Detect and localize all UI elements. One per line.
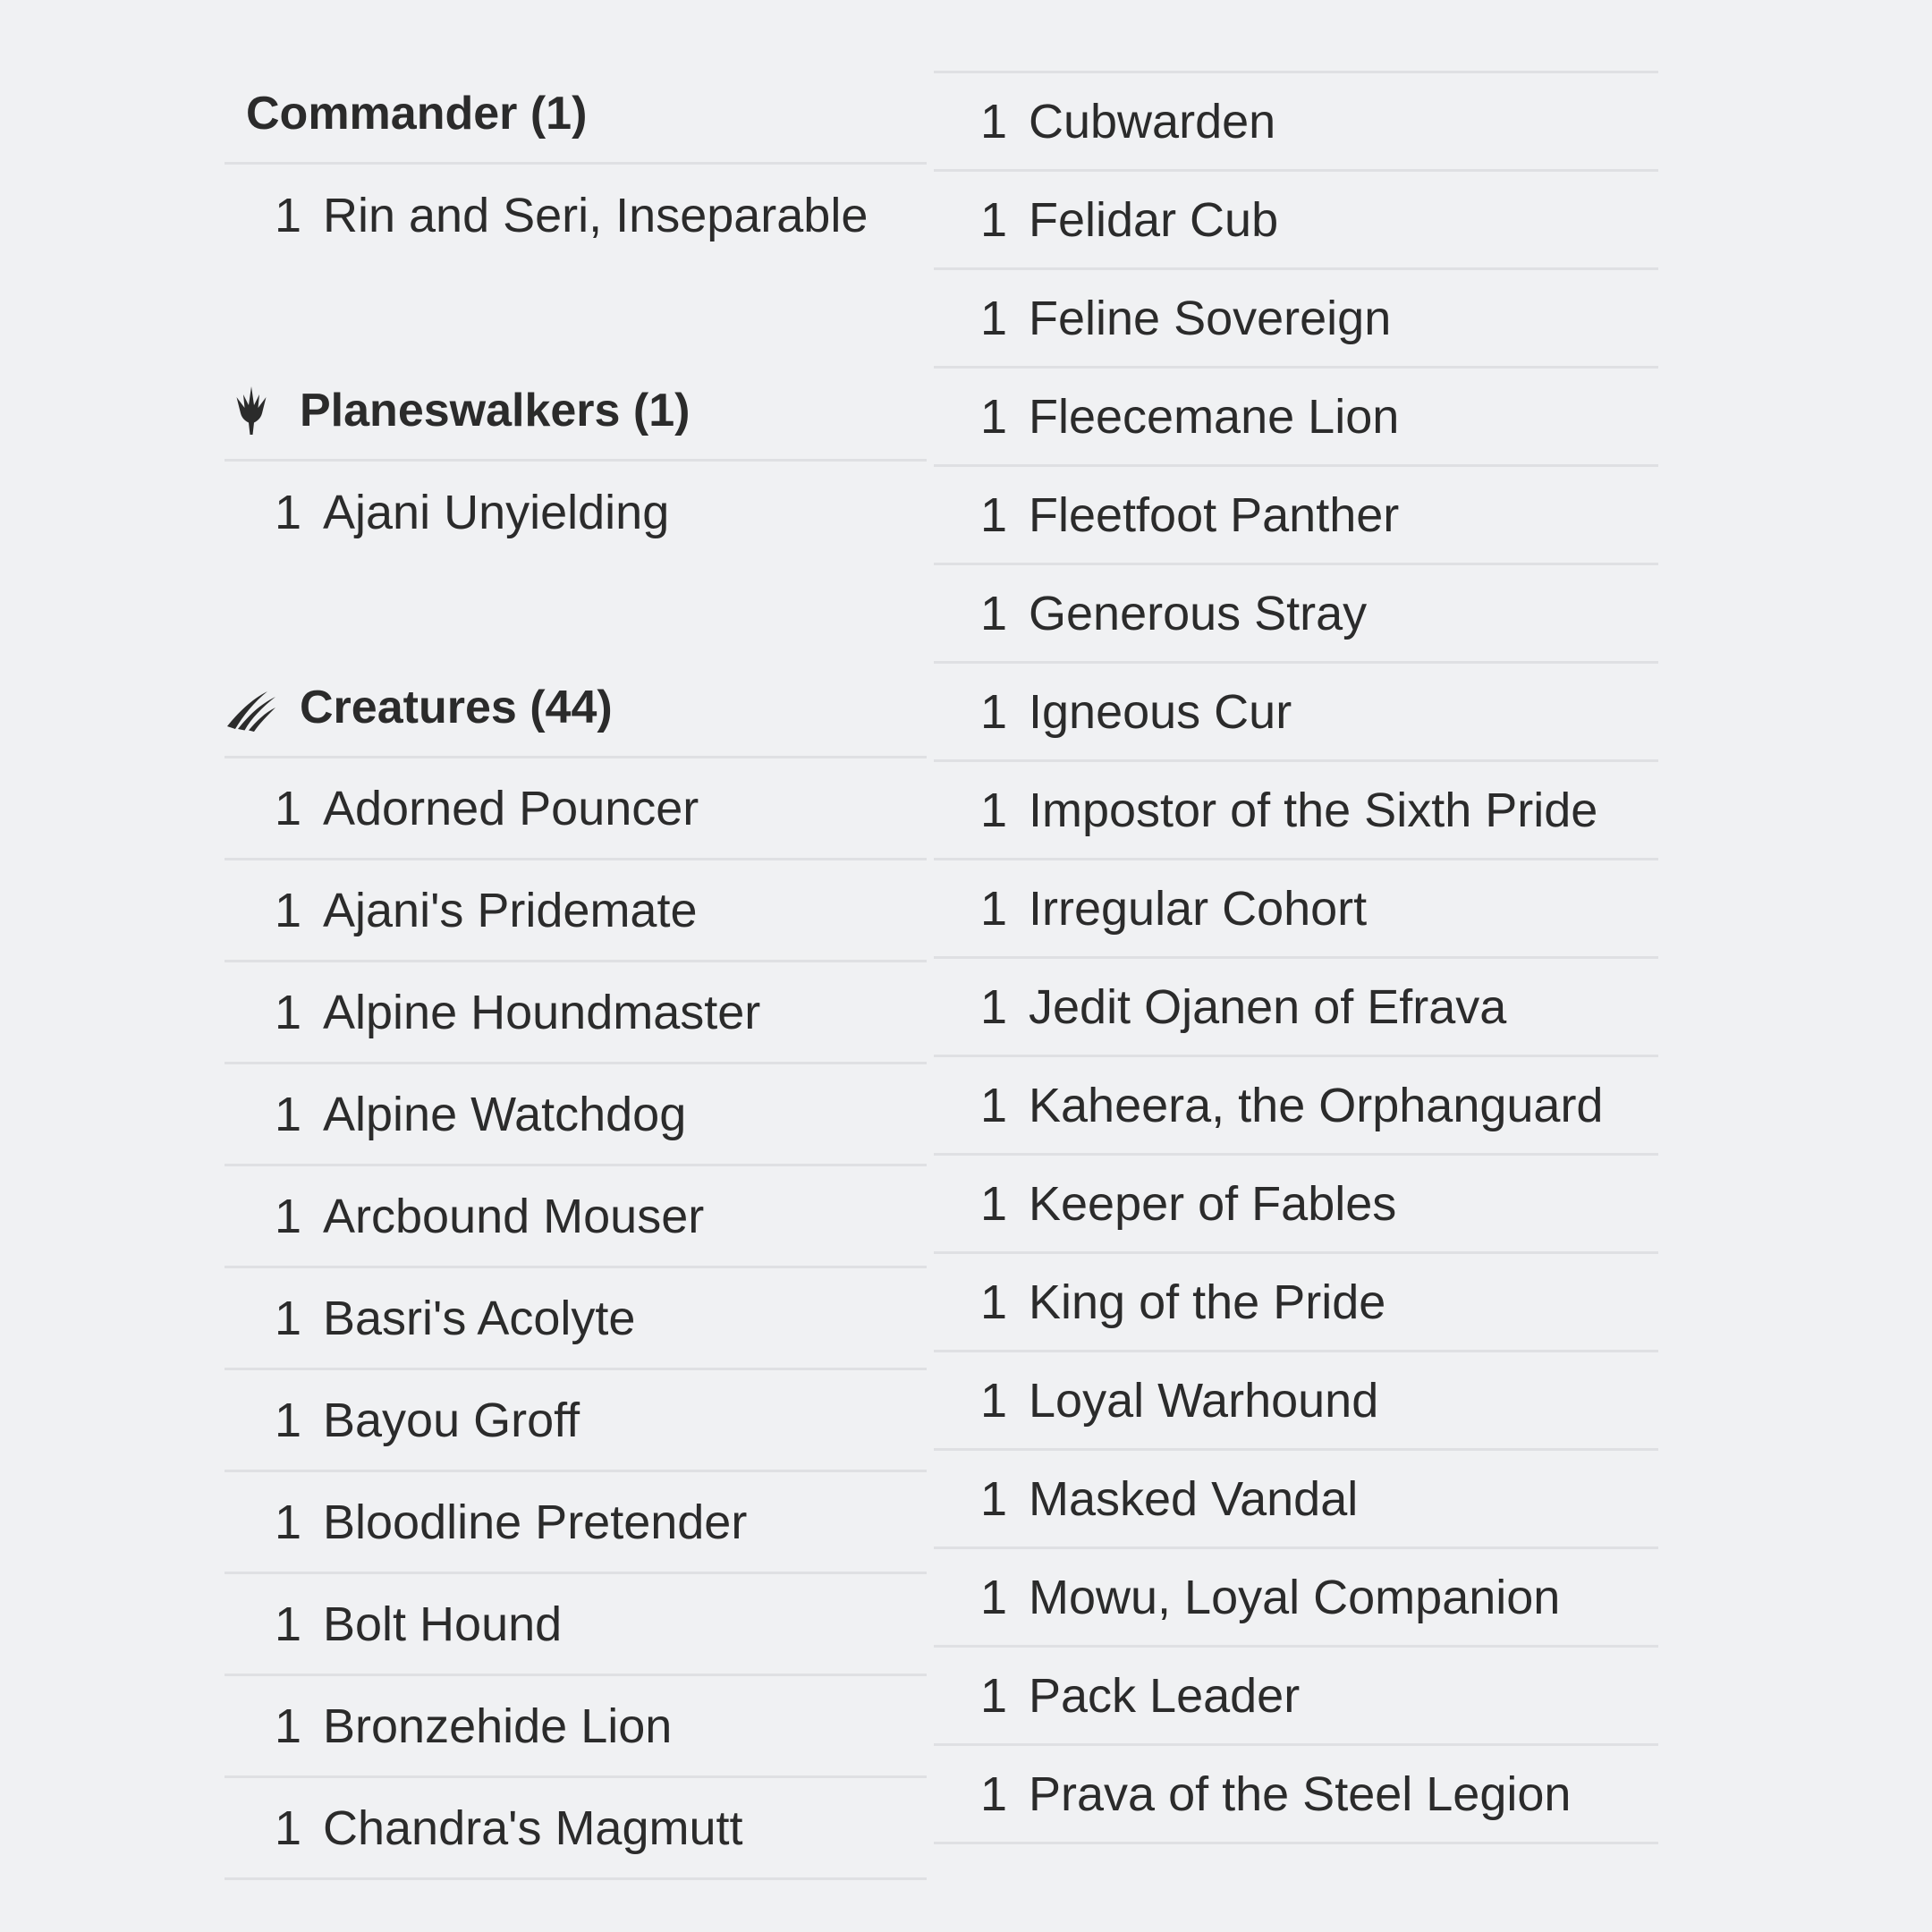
card-quantity: 1 bbox=[980, 1767, 1008, 1821]
card-quantity: 1 bbox=[275, 1189, 302, 1243]
card-row[interactable] bbox=[934, 565, 1658, 664]
card-row[interactable] bbox=[934, 73, 1658, 172]
card-row[interactable] bbox=[225, 165, 927, 267]
commander-header-label: Commander (1) bbox=[246, 87, 588, 140]
card-row[interactable] bbox=[225, 758, 927, 860]
card-quantity: 1 bbox=[980, 487, 1008, 542]
card-name[interactable]: Alpine Houndmaster bbox=[323, 985, 761, 1039]
commander-header bbox=[225, 64, 927, 165]
card-quantity: 1 bbox=[980, 1275, 1008, 1329]
card-row[interactable] bbox=[934, 1254, 1658, 1352]
card-row[interactable] bbox=[934, 1549, 1658, 1648]
card-quantity: 1 bbox=[275, 189, 302, 242]
card-quantity: 1 bbox=[980, 1373, 1008, 1428]
commander-section bbox=[225, 64, 927, 267]
creatures-header bbox=[225, 658, 927, 758]
card-row[interactable] bbox=[934, 860, 1658, 959]
card-name[interactable]: Bolt Hound bbox=[323, 1597, 563, 1651]
card-name[interactable]: Basri's Acolyte bbox=[323, 1291, 636, 1345]
card-row[interactable] bbox=[934, 664, 1658, 762]
card-row[interactable] bbox=[225, 1472, 927, 1574]
card-row[interactable] bbox=[934, 1746, 1658, 1844]
card-name[interactable]: Rin and Seri, Inseparable bbox=[323, 189, 869, 242]
card-name[interactable]: Jedit Ojanen of Efrava bbox=[1029, 979, 1507, 1034]
card-name[interactable]: Keeper of Fables bbox=[1029, 1176, 1397, 1231]
card-row[interactable] bbox=[225, 462, 927, 564]
planeswalkers-section bbox=[225, 361, 927, 564]
card-quantity: 1 bbox=[980, 881, 1008, 936]
card-quantity: 1 bbox=[275, 1801, 302, 1855]
card-name[interactable]: Arcbound Mouser bbox=[323, 1189, 705, 1243]
card-name[interactable]: Alpine Watchdog bbox=[323, 1087, 687, 1141]
card-quantity: 1 bbox=[980, 94, 1008, 148]
card-name[interactable]: Impostor of the Sixth Pride bbox=[1029, 783, 1598, 837]
card-row[interactable] bbox=[934, 270, 1658, 369]
card-quantity: 1 bbox=[980, 1471, 1008, 1526]
card-row[interactable] bbox=[225, 1778, 927, 1880]
claw-marks-icon bbox=[225, 681, 278, 734]
card-name[interactable]: Irregular Cohort bbox=[1029, 881, 1368, 936]
card-quantity: 1 bbox=[275, 1597, 302, 1651]
card-quantity: 1 bbox=[980, 783, 1008, 837]
card-quantity: 1 bbox=[980, 1570, 1008, 1624]
card-name[interactable]: Loyal Warhound bbox=[1029, 1373, 1379, 1428]
card-row[interactable] bbox=[934, 1057, 1658, 1156]
card-row[interactable] bbox=[225, 1064, 927, 1166]
card-row[interactable] bbox=[225, 1268, 927, 1370]
card-name[interactable]: Prava of the Steel Legion bbox=[1029, 1767, 1572, 1821]
card-quantity: 1 bbox=[275, 486, 302, 539]
card-name[interactable]: Cubwarden bbox=[1029, 94, 1276, 148]
card-name[interactable]: Bloodline Pretender bbox=[323, 1495, 748, 1549]
card-row[interactable] bbox=[934, 1156, 1658, 1254]
card-name[interactable]: Mowu, Loyal Companion bbox=[1029, 1570, 1561, 1624]
card-quantity: 1 bbox=[980, 291, 1008, 345]
planeswalkers-header bbox=[225, 361, 927, 462]
card-name[interactable]: Pack Leader bbox=[1029, 1668, 1301, 1723]
planeswalker-icon bbox=[225, 384, 278, 437]
card-row[interactable] bbox=[225, 1166, 927, 1268]
card-row[interactable] bbox=[225, 860, 927, 962]
card-row[interactable] bbox=[225, 1676, 927, 1778]
card-name[interactable]: Chandra's Magmutt bbox=[323, 1801, 743, 1855]
card-quantity: 1 bbox=[980, 192, 1008, 247]
card-name[interactable]: Bayou Groff bbox=[323, 1393, 580, 1447]
card-name[interactable]: Igneous Cur bbox=[1029, 684, 1292, 739]
card-row[interactable] bbox=[225, 1370, 927, 1472]
creatures-section bbox=[225, 658, 927, 1880]
card-row[interactable] bbox=[934, 959, 1658, 1057]
card-name[interactable]: Generous Stray bbox=[1029, 586, 1368, 640]
planeswalkers-header-label: Planeswalkers (1) bbox=[300, 384, 691, 436]
card-name[interactable]: Adorned Pouncer bbox=[323, 781, 699, 835]
card-name[interactable]: Bronzehide Lion bbox=[323, 1699, 673, 1753]
card-quantity: 1 bbox=[980, 1668, 1008, 1723]
creatures-header-label: Creatures (44) bbox=[300, 681, 613, 733]
card-quantity: 1 bbox=[275, 1087, 302, 1141]
card-quantity: 1 bbox=[980, 1078, 1008, 1132]
card-name[interactable]: Fleecemane Lion bbox=[1029, 389, 1400, 444]
card-quantity: 1 bbox=[275, 883, 302, 937]
creatures-list-left bbox=[225, 758, 927, 1880]
card-quantity: 1 bbox=[275, 1291, 302, 1345]
card-row[interactable] bbox=[934, 1352, 1658, 1451]
card-quantity: 1 bbox=[980, 979, 1008, 1034]
card-quantity: 1 bbox=[980, 389, 1008, 444]
card-row[interactable] bbox=[934, 762, 1658, 860]
card-quantity: 1 bbox=[275, 1699, 302, 1753]
card-name[interactable]: Feline Sovereign bbox=[1029, 291, 1392, 345]
card-row[interactable] bbox=[225, 1574, 927, 1676]
card-name[interactable]: Ajani Unyielding bbox=[323, 486, 670, 539]
card-quantity: 1 bbox=[275, 1393, 302, 1447]
card-row[interactable] bbox=[934, 467, 1658, 565]
card-name[interactable]: King of the Pride bbox=[1029, 1275, 1386, 1329]
card-quantity: 1 bbox=[980, 1176, 1008, 1231]
card-quantity: 1 bbox=[275, 1495, 302, 1549]
card-quantity: 1 bbox=[275, 985, 302, 1039]
card-row[interactable] bbox=[934, 1451, 1658, 1549]
card-row[interactable] bbox=[934, 1648, 1658, 1746]
card-name[interactable]: Fleetfoot Panther bbox=[1029, 487, 1400, 542]
card-name[interactable]: Ajani's Pridemate bbox=[323, 883, 698, 937]
creatures-list-right bbox=[934, 73, 1658, 1844]
card-quantity: 1 bbox=[980, 684, 1008, 739]
card-name[interactable]: Felidar Cub bbox=[1029, 192, 1279, 247]
card-name[interactable]: Kaheera, the Orphanguard bbox=[1029, 1078, 1604, 1132]
card-row[interactable] bbox=[934, 172, 1658, 270]
card-quantity: 1 bbox=[275, 781, 302, 835]
card-quantity: 1 bbox=[980, 586, 1008, 640]
card-name[interactable]: Masked Vandal bbox=[1029, 1471, 1359, 1526]
card-row[interactable] bbox=[934, 369, 1658, 467]
card-row[interactable] bbox=[225, 962, 927, 1064]
